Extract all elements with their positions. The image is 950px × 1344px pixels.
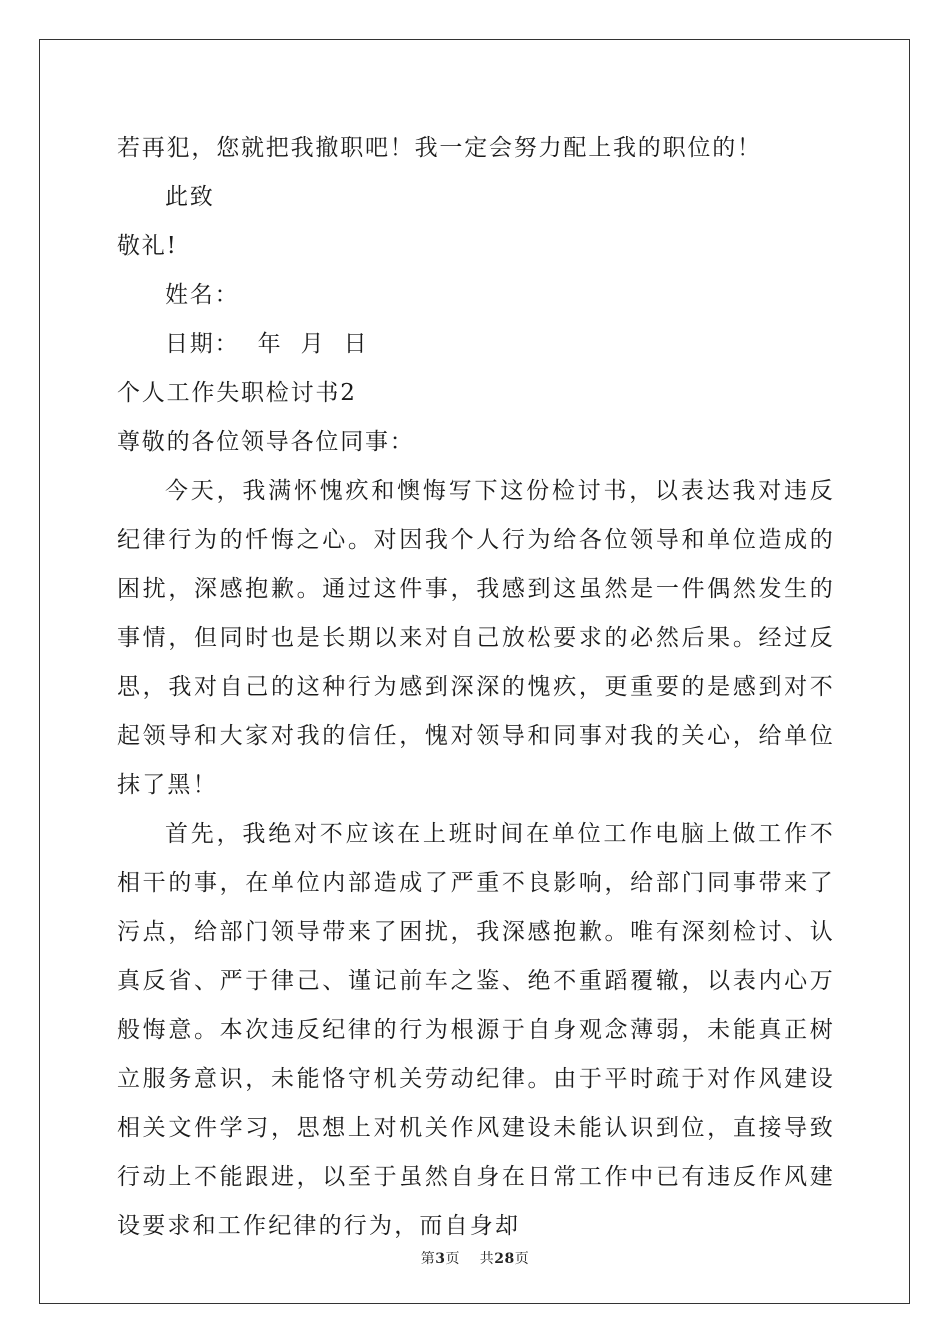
footer-middle: 页 共 [445,1251,495,1267]
body-paragraph: 首先，我绝对不应该在上班时间在单位工作电脑上做工作不相干的事，在单位内部造成了严重不良影响，给部门同事带来了污点，给部门领导带来了困扰，我深感抱歉。唯有深刻检讨、认真反省、严于律己、谨记前车之鉴、绝不重蹈覆辙，以表内心万般悔意。本次违反纪律的行为根源于自身观念薄弱，未能真正树立服务意识，未能恪守机关劳动纪律。由于平时疏于对作风建设相关文件学习，思想上对机关作风建设未能认识到位，直接导致行动上不能跟进，以至于虽然自身在日常工作中已有违反作风建设要求和工作纪律的行为，而自身却 [117,821,835,1239]
body-paragraph: 今天，我满怀愧疚和懊悔写下这份检讨书，以表达我对违反纪律行为的忏悔之心。对因我个人行为给各位领导和单位造成的困扰，深感抱歉。通过这件事，我感到这虽然是一件偶然发生的事情，但同时也是长期以来对自己放松要求的必然后果。经过反思，我对自己的这种行为感到深深的愧疚，更重要的是感到对不起领导和大家对我的信任，愧对领导和同事对我的关心，给单位抹了黑！ [117,478,835,798]
signature-name-label: 姓名： [165,282,240,308]
salutation-line-1: 此致 [165,184,215,210]
signature-date-label: 日期： 年 月 日 [165,331,369,357]
current-page-number: 3 [435,1251,446,1267]
section-title: 个人工作失职检讨书2 [117,380,357,406]
closing-line: 若再犯，您就把我撤职吧！我一定会努力配上我的职位的！ [117,135,762,161]
salutation-line-2: 敬礼! [117,233,178,259]
footer-suffix: 页 [514,1251,530,1267]
total-page-count: 28 [494,1251,515,1267]
page-number-footer [0,1248,950,1268]
greeting-line: 尊敬的各位领导各位同事： [117,429,415,455]
footer-prefix: 第 [420,1251,436,1267]
document-body [117,124,835,1251]
